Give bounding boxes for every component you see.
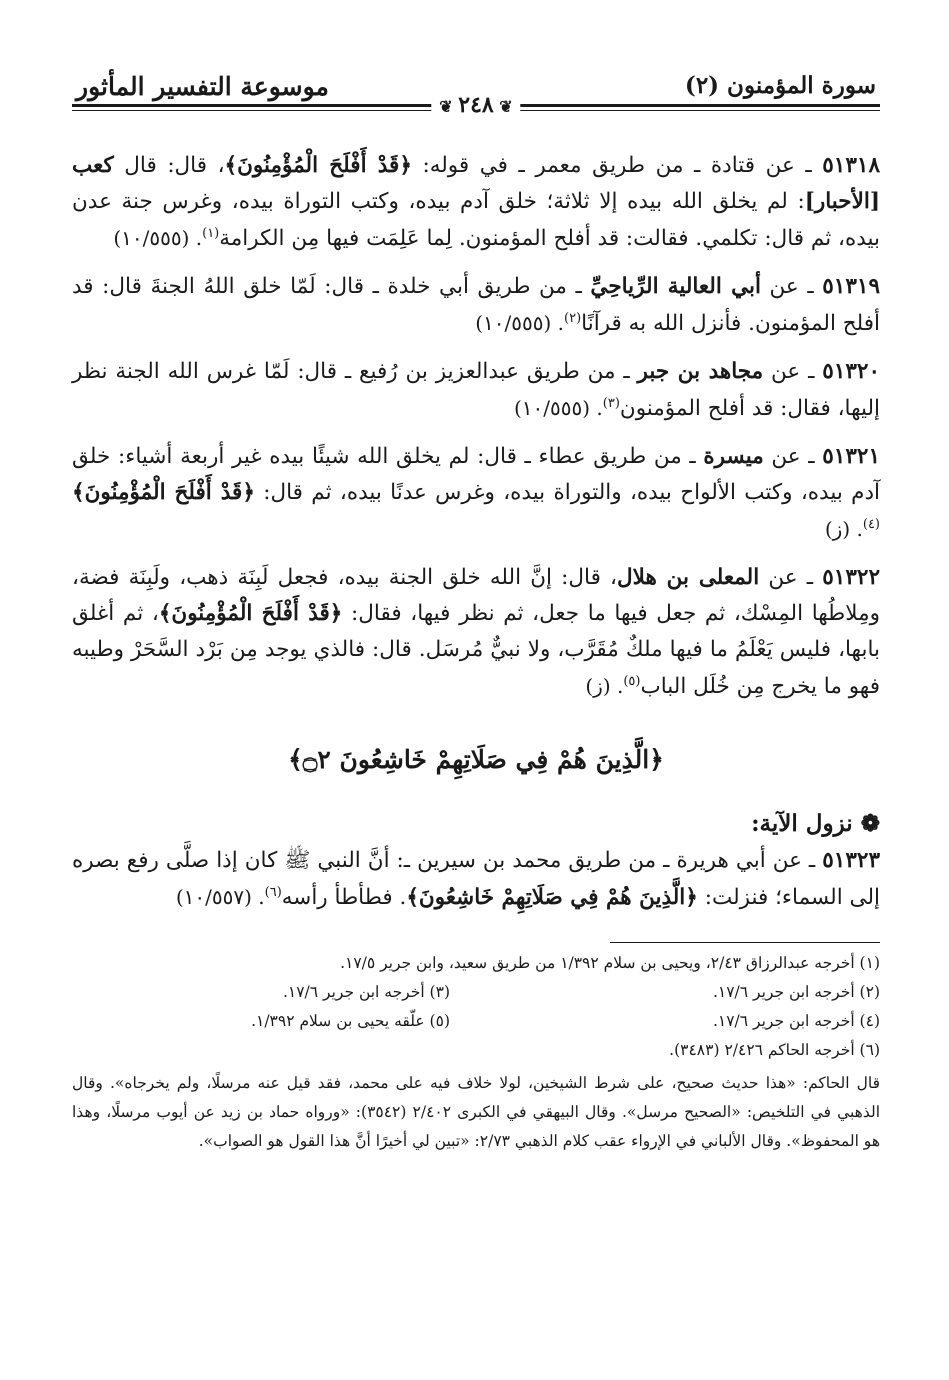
page-number: ❦ ٢٤٨ ❦ [431, 92, 520, 118]
book-page [72, 60, 880, 1156]
footnote-separator [610, 942, 880, 943]
entry-number: ٥١٣١٨ [822, 153, 880, 178]
quran-quote: ﴿قَدْ أَفْلَحَ الْمُؤْمِنُونَ﴾ [224, 153, 412, 178]
book-title: موسوعة التفسير المأثور [76, 72, 329, 101]
footnote-6: (٦) أخرجه الحاكم ٢/٤٢٦ (٣٤٨٣). [669, 1041, 880, 1059]
hadith-entry-51321: ٥١٣٢١ ـ عن ميسرة ـ من طريق عطاء ـ قال: لم يخلق الله شيئًا بيده غير أربعة أشياء: خلق آدم بيده، وكتب الألواح بيده، والتوراة بيده، وغرس عدنًا بيده، ثم قال: ﴿قَدْ أَفْلَحَ الْمُؤْمِنُونَ﴾$^{(٤)}$. (ز) [72, 444, 880, 541]
narrator-name: أبي العالية الرِّياحِيِّ [590, 274, 761, 299]
quran-quote: ﴿الَّذِينَ هُمْ فِي صَلَاتِهِمْ خَاشِعُونَ﴾ [406, 885, 698, 910]
hadith-entry-51320: ٥١٣٢٠ ـ عن مجاهد بن جبر ـ من طريق عبدالعزيز بن رُفيع ـ قال: لَمّا غرس الله الجنة نظر إليها، فقال: قد أفلح المؤمنون$^{(٣)}$. (١٠/٥٥٥) [72, 359, 881, 421]
volume-reference: . (١٠/٥٥٥) [475, 311, 565, 335]
page-header [72, 60, 880, 120]
volume-reference: . (١٠/٥٥٥) [113, 226, 203, 250]
entry-number: ٥١٣١٩ [822, 274, 880, 299]
ornament-icon: ❦ [439, 97, 459, 116]
footnote-2: (٢) أخرجه ابن جرير ١٧/٦. [712, 983, 880, 1001]
footnote-ref[interactable]: (٣) [602, 395, 620, 411]
footnote-row [72, 978, 880, 1007]
hadith-entry-51318: ٥١٣١٨ ـ عن قتادة ـ من طريق معمر ـ في قوله: ﴿قَدْ أَفْلَحَ الْمُؤْمِنُونَ﴾، قال: قال كعب [الأحبار]: لم يخلق الله بيده إلا ثلاثة؛ خلق آدم بيده، وكتب التوراة بيده، وغرس جنة عدن بيده، ثم قال: تكلمي. فقالت: قد أفلح المؤمنون. لِما عَلِمَت فيها مِن الكرامة$^{(١)}$. (١٠/٥٥٥) [72, 153, 880, 251]
footnote-ref[interactable]: (٤) [862, 516, 880, 532]
footnote-ref[interactable]: (٥) [623, 673, 641, 689]
narrator-name: مجاهد بن جبر [637, 359, 764, 384]
narrator-name: كعب [الأحبار] [72, 153, 880, 214]
hadith-entry-51322: ٥١٣٢٢ ـ عن المعلى بن هلال، قال: إنَّ الله خلق الجنة بيده، فجعل لَبِنَة ذهب، ولَبِنَة فضة، ومِلاطُها المِسْك، ثم جعل فيها ما جعل، ثم نظر فيها، فقال: ﴿قَدْ أَفْلَحَ الْمُؤْمِنُونَ﴾، ثم أغلق بابها، فليس يَعْلَمُ ما فيها ملكٌ مُقَرَّب، ولا نبيٌّ مُرسَل. قال: فالذي يوجد مِن بَرْد السَّحَرْ وطيبه فهو ما يخرج مِن خُلَل الباب$^{(٥)}$. (ز) [72, 565, 880, 699]
entry-number: ٥١٣٢١ [822, 444, 880, 469]
volume-reference: . (١٠/٥٥٧) [175, 885, 265, 909]
quran-quote: ﴿قَدْ أَفْلَحَ الْمُؤْمِنُونَ﴾ [158, 601, 343, 626]
entry-number: ٥١٣٢٣ [822, 848, 880, 873]
footnote-4: (٤) أخرجه ابن جرير ١٧/٦. [712, 1012, 880, 1030]
footnote-ref[interactable]: (١) [202, 225, 220, 241]
footnote-3: (٣) أخرجه ابن جرير ١٧/٦. [282, 983, 450, 1001]
quran-verse-heading: ﴿الَّذِينَ هُمْ فِي صَلَاتِهِمْ خَاشِعُونَ ۝٢﴾ [288, 745, 664, 774]
hadith-entry-51319: ٥١٣١٩ ـ عن أبي العالية الرِّياحِيِّ ـ من طريق أبي خلدة ـ قال: لَمّا خلق اللهُ الجنةَ قال: قد أفلح المؤمنون. فأنزل الله به قرآنًا$^{(٢)}$. (١٠/٥٥٥) [72, 274, 880, 336]
volume-reference: . (ز) [585, 674, 624, 698]
entry-number: ٥١٣٢٢ [822, 565, 880, 590]
footnote-commentary: قال الحاكم: «هذا حديث صحيح، على شرط الشيخين، لولا خلاف فيه على محمد، فقد قيل عنه مرسلًا، ولم يخرجاه». وقال الذهبي في التلخيص: «الصحيح مرسل». وقال البيهقي في الكبرى ٢/٤٠٢ (٣٥٤٢): «ورواه حماد بن زيد عن أيوب مرسلًا، وهذا هو المحفوظ». وقال الألباني في الإرواء عقب كلام الذهبي ٢/٧٣: «تبين لي أخيرًا أنَّ هذا القول هو الصواب». [72, 1074, 881, 1150]
narrator-name: المعلى بن هلال [617, 565, 760, 590]
footnote-ref[interactable]: (٢) [564, 310, 582, 326]
quran-quote: ﴿قَدْ أَفْلَحَ الْمُؤْمِنُونَ﴾ [72, 480, 255, 505]
footnote-5: (٥) علّقه يحيى بن سلام ١/٣٩٢. [251, 1012, 450, 1030]
narrator-name: ميسرة [703, 444, 764, 469]
volume-reference: . (١٠/٥٥٥) [513, 396, 603, 420]
entry-number: ٥١٣٢٠ [822, 359, 881, 384]
footnote-ref[interactable]: (٦) [264, 884, 282, 900]
footnote-row [72, 1007, 880, 1036]
volume-reference: . (ز) [824, 517, 863, 541]
surah-title: سورة المؤمنون (٢) [684, 72, 876, 99]
footnotes [72, 949, 880, 1065]
section-title: ❁ نزول الآية: [751, 810, 880, 837]
footnote-1: (١) أخرجه عبدالرزاق ٢/٤٣، ويحيى بن سلام ١/٣٩٢ من طريق سعيد، وابن جرير ١٧/٥. [340, 954, 880, 972]
ornament-icon: ❦ [493, 97, 513, 116]
hadith-entry-51323: ٥١٣٢٣ ـ عن أبي هريرة ـ من طريق محمد بن سيرين ـ: أنَّ النبي ﷺ كان إذا صلَّى رفع بصره إلى السماء؛ فنزلت: ﴿الَّذِينَ هُمْ فِي صَلَاتِهِمْ خَاشِعُونَ﴾. فطأطأ رأسه$^{(٦)}$. (١٠/٥٥٧) [72, 848, 880, 910]
